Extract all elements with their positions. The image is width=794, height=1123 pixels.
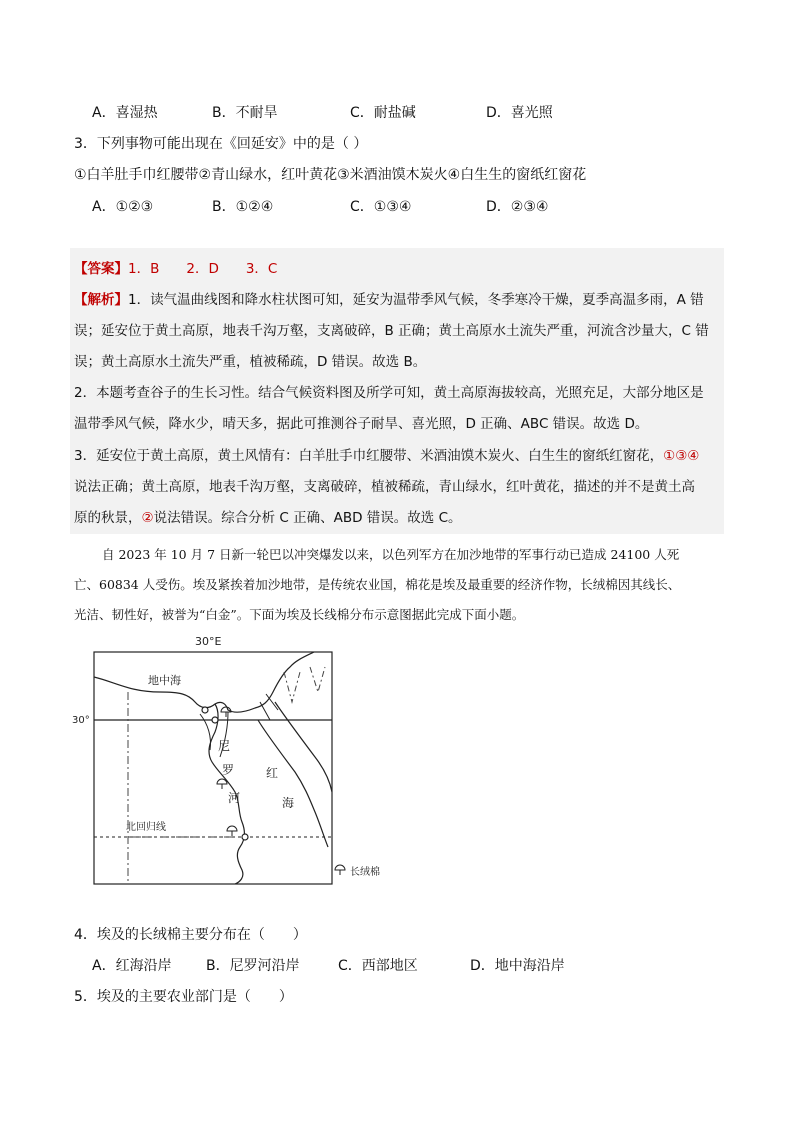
q4-option-c: C．西部地区: [338, 958, 418, 974]
sea-label: 地中海: [148, 674, 181, 687]
red-sea-west-coast: [258, 720, 328, 847]
passage-line-1: 自 2023 年 10 月 7 日新一轮巴以冲突爆发以来，以色列军方在加沙地带的军事行动已造成 24100 人死: [102, 547, 680, 562]
q4-option-b: B．尼罗河沿岸: [206, 958, 300, 974]
analysis-line-4: 2．本题考查谷子的生长习性。结合气候资料图及所学可知，黄土高原海拔较高，光照充足，大部分地区是: [74, 385, 704, 401]
analysis-line-7: 说法正确；黄土高原，地表千沟万壑，支离破碎，植被稀疏，青山绿水，红叶黄花，描述的并不是黄土高: [74, 479, 695, 495]
legend-label: 长绒棉: [350, 867, 380, 878]
legend-cotton-icon: [335, 865, 345, 875]
nile-char-1: 尼: [218, 739, 231, 753]
city-aswan-marker: [242, 834, 248, 840]
lat-label: 30°: [72, 715, 90, 726]
tropic-label: 北回归线: [126, 822, 166, 833]
passage-line-3: 光洁、韧性好，被誉为“白金”。下面为埃及长线棉分布示意图据此完成下面小题。: [74, 607, 525, 622]
cotton-icon: [217, 779, 227, 789]
answer-text: 1．B 2．D 3．C: [128, 261, 278, 277]
q2-option-d: D．喜光照: [486, 105, 553, 121]
red-sea-char-1: 红: [266, 766, 279, 780]
q4-stem: 4．埃及的长绒棉主要分布在（ ）: [74, 927, 307, 943]
q3-stem: 3．下列事物可能出现在《回延安》中的是（ ）: [74, 136, 368, 152]
lon-label: 30°E: [195, 635, 222, 648]
east-border: [284, 667, 325, 702]
red-sea-east-coast: [275, 702, 332, 792]
q4-option-a: A．红海沿岸: [92, 958, 172, 974]
analysis-line-2: 误；延安位于黄土高原，地表千沟万壑，支离破碎，B 正确；黄土高原水土流失严重，河流含沙量大，C 错: [74, 323, 709, 339]
analysis-line-3: 误；黄土高原水土流失严重，植被稀疏，D 错误。故选 B。: [74, 354, 427, 370]
analysis-text-9: 说法错误。综合分析 C 正确、ABD 错误。故选 C。: [153, 510, 462, 526]
city-alexandria-marker: [202, 707, 208, 713]
cotton-icon: [227, 826, 237, 836]
analysis-text-8: 原的秋景，: [74, 510, 142, 526]
analysis-line-5: 温带季风气候，降水少，晴天多，据此可推测谷子耐旱、喜光照，D 正确、ABC 错误。故选 D。: [74, 416, 649, 432]
city-cairo-marker: [212, 717, 218, 723]
q3-option-b: B．①②④: [212, 199, 274, 215]
analysis-label: 【解析】: [74, 292, 128, 308]
q2-option-c: C．耐盐碱: [350, 105, 416, 121]
egypt-cotton-map: [70, 632, 400, 892]
q4-option-d: D．地中海沿岸: [470, 958, 565, 974]
q3-items: ①白羊肚手巾红腰带②青山绿水，红叶黄花③米酒油馍木炭火④白生生的窗纸红窗花: [74, 167, 587, 183]
passage-line-2: 亡、60834 人受伤。埃及紧挨着加沙地带，是传统农业国，棉花是埃及最重要的经济作物，长绒棉因其线长、: [74, 577, 681, 592]
answer-label: 【答案】: [74, 261, 128, 277]
q3-option-d: D．②③④: [486, 199, 549, 215]
analysis-line-8: [74, 509, 462, 527]
suez-lines: [260, 694, 278, 720]
q2-option-b: B．不耐旱: [212, 105, 278, 121]
analysis-text-6: 3．延安位于黄土高原，黄土风情有：白羊肚手巾红腰带、米酒油馍木炭火、白生生的窗纸红窗花，: [74, 448, 664, 464]
mediterranean-coast: [94, 652, 314, 712]
q2-option-a: A．喜湿热: [92, 105, 158, 121]
analysis-text-1: 1．读气温曲线图和降水柱状图可知，延安为温带季风气候，冬季寒冷干燥，夏季高温多雨，A 错: [128, 292, 704, 308]
answer-line: [74, 260, 277, 278]
q3-option-a: A．①②③: [92, 199, 154, 215]
red-sea-char-2: 海: [282, 796, 295, 810]
analysis-mark-134: ①③④: [663, 448, 700, 464]
analysis-mark-2: ②: [141, 510, 154, 526]
nile-char-3: 河: [228, 791, 241, 805]
analysis-line-1: [74, 291, 704, 309]
q5-stem: 5．埃及的主要农业部门是（ ）: [74, 989, 293, 1005]
nile-char-2: 罗: [222, 763, 235, 777]
analysis-line-6: [74, 447, 699, 465]
q3-option-c: C．①③④: [350, 199, 412, 215]
cotton-icon: [221, 707, 231, 717]
